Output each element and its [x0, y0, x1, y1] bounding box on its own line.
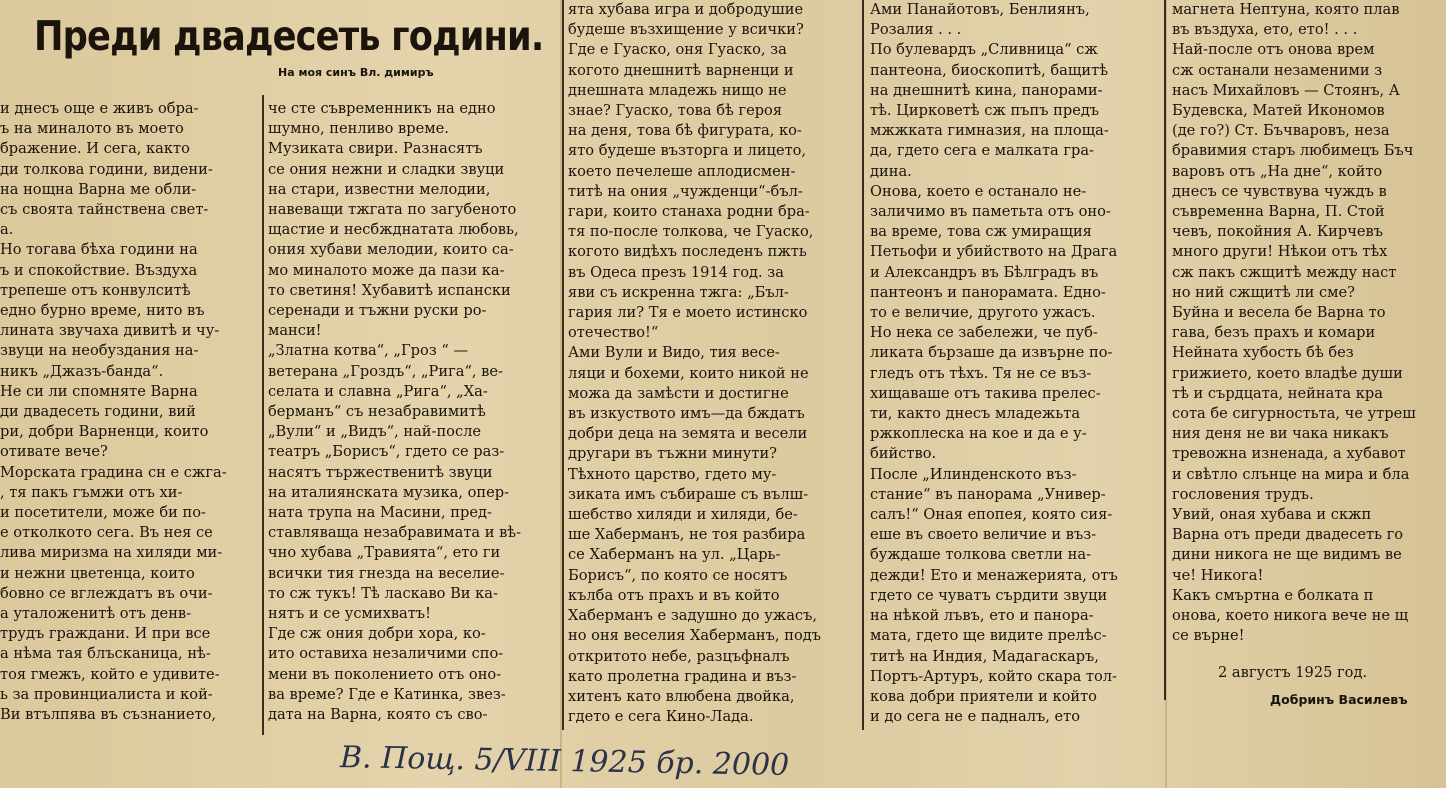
article-line: ония хубави мелодии, които са- [268, 241, 514, 259]
article-line: титѣ на ония „чужденци“-бъл- [568, 182, 803, 200]
article-line: тревожна изненада, а хубавот [1172, 445, 1406, 463]
article-line: гари, които станаха родни бра- [568, 203, 810, 221]
article-line: еше въ своето величие и въз- [870, 526, 1097, 544]
article-line: на нѣкой лъвъ, ето и панора- [870, 607, 1094, 625]
article-column-5 [1172, 0, 1446, 660]
article-line: Нейната хубость бѣ без [1172, 344, 1354, 362]
article-line: мени въ поколението отъ оно- [268, 665, 502, 683]
article-line: После „Илинденското въз- [870, 465, 1077, 483]
article-line: Варна отъ преди двадесеть го [1172, 526, 1404, 544]
article-line: се ония нежни и сладки звуци [268, 160, 505, 178]
article-line: на стари, известни мелодии, [268, 180, 491, 198]
column-rule [562, 0, 564, 730]
article-line: Онова, което е останало не- [870, 182, 1087, 200]
article-line: много други! Нѣкои отъ тѣх [1172, 243, 1388, 261]
article-line: мо миналото може да пази ка- [268, 261, 505, 279]
article-line: другари въ тъжни минути? [568, 445, 778, 463]
article-line: никъ „Джазъ-банда“. [0, 362, 164, 380]
article-line: на днешнитѣ кина, панорами- [870, 81, 1103, 99]
article-line: а. [0, 221, 14, 239]
article-column-4 [870, 0, 1158, 735]
article-line: Увий, оная хубава и скжп [1172, 506, 1372, 524]
article-line: откритото небе, разцъфналъ [568, 647, 790, 665]
article-line: магнета Нептуна, която плав [1172, 1, 1400, 18]
article-line: но ний сжщитѣ ли сме? [1172, 283, 1355, 301]
article-line: всички тия гнезда на веселие- [268, 564, 505, 582]
article-line: ния деня не ви чака никакъ [1172, 425, 1389, 443]
article-line: мжжката гимназия, на площа- [870, 122, 1109, 140]
article-line: мата, гдето ще видите прелѣс- [870, 627, 1107, 645]
article-line: ди двадесеть години, вий [0, 403, 196, 421]
article-line: манси! [268, 322, 322, 340]
article-line: насъ Михайловъ — Стоянъ, А [1172, 81, 1400, 99]
article-line: то сж тукъ! Тѣ ласкаво Ви ка- [268, 584, 498, 602]
article-line: и посетители, може би по- [0, 504, 206, 522]
article-line: то е величие, другото ужасъ. [870, 304, 1096, 322]
article-line: ъ и спокойствие. Въздуха [0, 261, 198, 279]
article-line: ти, както днесъ младежьта [870, 405, 1081, 423]
article-line: ри, добри Варненци, които [0, 423, 209, 441]
article-line: кова добри приятели и който [870, 687, 1097, 705]
article-line: навеващи тжгата по загубеното [268, 201, 517, 219]
article-line: въ изкуството имъ—да бждатъ [568, 405, 805, 423]
article-line: и нежни цветенца, които [0, 564, 195, 582]
article-line: кълба отъ прахъ и въ който [568, 586, 780, 604]
article-line: ляци и бохеми, които никой не [568, 364, 809, 382]
article-line: сж останали незаменими з [1172, 61, 1383, 79]
article-line: „Златна котва“, „Гроз “ — [268, 342, 469, 360]
article-line: Ами Вули и Видо, тия весе- [568, 344, 780, 362]
article-line: тѣ и сърдцата, нейната кра [1172, 384, 1383, 402]
article-line: хищаваше отъ такива прелес- [870, 384, 1101, 402]
article-line: театръ „Борисъ“, гдето се раз- [268, 443, 505, 461]
article-line: ь за провинциалиста и кой- [0, 685, 213, 703]
article-line: тя по-после толкова, че Гуаско, [568, 223, 814, 241]
article-line: тѣ. Цирковетѣ сж пъпъ предъ [870, 102, 1100, 120]
article-line: ята хубава игра и добродушие [568, 1, 804, 18]
article-column-3 [568, 0, 856, 735]
article-line: ната трупа на Масини, пред- [268, 504, 492, 522]
article-line: и Александръ въ Бѣлградъ въ [870, 263, 1099, 281]
article-line: Борисъ“, по която се носятъ [568, 566, 788, 584]
article-column-2 [268, 99, 556, 739]
article-line: на деня, това бѣ фигурата, ко- [568, 122, 802, 140]
article-line: чевъ, покойния А. Кирчевъ [1172, 223, 1383, 241]
article-line: будеше възхищение у всички? [568, 21, 804, 39]
article-line: което печелеше аплодисмен- [568, 162, 796, 180]
article-line: днесъ се чувствува чуждъ в [1172, 182, 1387, 200]
article-line: ва време, това сж умиращия [870, 223, 1092, 241]
article-line: По булевардъ „Сливница“ сж [870, 41, 1098, 59]
article-signature: Добринъ Василевъ [1270, 692, 1408, 707]
article-line: буждаше толкова светли на- [870, 546, 1092, 564]
article-line: гария ли? Тя е моето истинско [568, 304, 808, 322]
article-line: трепеше отъ конвулситѣ [0, 281, 191, 299]
article-line: отивате вече? [0, 443, 108, 461]
article-line: като пролетна градина и въз- [568, 667, 797, 685]
article-line: когото видѣхъ последенъ пжть [568, 243, 807, 261]
article-line: лината звучаха дивитѣ и чу- [0, 322, 220, 340]
article-line: зиката имъ събираше съ вълш- [568, 485, 809, 503]
article-line: Тѣхното царство, гдето му- [568, 465, 777, 483]
article-line: ветерана „Гроздъ“, „Рига“, ве- [268, 362, 503, 380]
article-line: съ своята тайнствена свет- [0, 201, 209, 219]
article-line: бравимия старъ любимецъ Бъч [1172, 142, 1414, 160]
article-line: Ами Панайотовъ, Бенлиянъ, [870, 1, 1090, 18]
article-line: селата и славна „Рига“, „Ха- [268, 382, 488, 400]
article-line: можа да замѣсти и достигне [568, 384, 789, 402]
article-line: гледъ отъ тѣхъ. Тя не се въз- [870, 364, 1092, 382]
article-line: се Хаберманъ на ул. „Царь- [568, 546, 781, 564]
article-line: Най-после отъ онова врем [1172, 41, 1375, 59]
article-line: когото днешнитѣ варненци и [568, 61, 794, 79]
article-line: шумно, пенливо време. [268, 120, 449, 138]
article-line: чно хубава „Травията“, ето ги [268, 544, 501, 562]
column-rule [862, 0, 864, 730]
article-line: ставляваща незабравимата и вѣ- [268, 524, 522, 542]
article-line: бийство. [870, 445, 937, 463]
article-column-1 [0, 99, 256, 739]
article-line: се върне! [1172, 627, 1245, 645]
article-line: хитенъ като влюбена двойка, [568, 687, 795, 705]
article-line: титѣ на Индия, Мадагаскаръ, [870, 647, 1099, 665]
article-line: яви съ искренна тжга: „Бъл- [568, 283, 789, 301]
article-line: берманъ“ съ незабравимитѣ [268, 403, 486, 421]
article-line: стание“ въ панорама „Универ- [870, 485, 1106, 503]
article-line: звуци на необуздания на- [0, 342, 199, 360]
article-line: гословения трудъ. [1172, 485, 1314, 503]
article-line: Портъ-Артуръ, който скара тол- [870, 667, 1117, 685]
article-line: нятъ и се усмихватъ! [268, 605, 431, 623]
article-line: грижието, което владѣе души [1172, 364, 1403, 382]
article-line: отечество!“ [568, 324, 659, 342]
article-line: дини никога не ще видимъ ве [1172, 546, 1402, 564]
article-line: едно бурно време, нито въ [0, 302, 205, 320]
article-line: щастие и несбжднатата любовь, [268, 221, 519, 239]
article-line: Но тогава бѣха години на [0, 241, 198, 259]
article-line: бражение. И сега, както [0, 140, 190, 158]
article-line: на италиянската музика, опер- [268, 483, 510, 501]
article-line: варовъ отъ „На дне“, който [1172, 162, 1383, 180]
article-line: пантеонъ и панорамата. Едно- [870, 283, 1106, 301]
article-line: ито оставиха незаличими спо- [268, 645, 504, 663]
article-line: Где сж ония добри хора, ко- [268, 625, 486, 643]
article-line: насятъ тържественитѣ звуци [268, 463, 493, 481]
article-line: а уталоженитѣ отъ денв- [0, 605, 192, 623]
article-line: въ въздуха, ето, ето! . . . [1172, 21, 1358, 39]
article-line: дата на Варна, която съ сво- [268, 706, 488, 724]
article-line: гава, безъ прахъ и комари [1172, 324, 1376, 342]
article-line: знае? Гуаско, това бѣ героя [568, 102, 783, 120]
article-line: а нѣма тая блъсканица, нѣ- [0, 645, 211, 663]
article-line: гдето е сега Кино-Лада. [568, 708, 754, 726]
column-rule [262, 95, 264, 735]
article-line: и свѣтло слънце на мира и бла [1172, 465, 1410, 483]
article-line: лива миризма на хиляди ми- [0, 544, 223, 562]
article-line: гдето се чуватъ сърдити звуци [870, 586, 1108, 604]
article-line: Музиката свири. Разнасятъ [268, 140, 483, 158]
article-line: заличимо въ паметьта отъ оно- [870, 203, 1111, 221]
article-line: че! Никога! [1172, 566, 1264, 584]
article-line: Но нека се забележи, че пуб- [870, 324, 1098, 342]
article-line: ято будеше възторга и лицето, [568, 142, 807, 160]
article-dedication: На моя синъ Вл. димиръ [278, 66, 434, 79]
article-line: Хаберманъ е задушно до ужасъ, [568, 607, 818, 625]
article-line: сж пакъ сжщитѣ между наст [1172, 263, 1397, 281]
article-line: но оня веселия Хаберманъ, подъ [568, 627, 821, 645]
article-line: тоя гмежъ, който е удивите- [0, 665, 220, 683]
article-line: Какъ смъртна е болката п [1172, 586, 1374, 604]
article-line: Не си ли спомняте Варна [0, 382, 198, 400]
article-line: ликата бързаше да извърне по- [870, 344, 1113, 362]
article-title: Преди двадесеть години. [34, 12, 544, 60]
article-line: Петьофи и убийството на Драга [870, 243, 1118, 261]
article-line: Морската градина сн е сжга- [0, 463, 227, 481]
article-line: онова, което никога вече не щ [1172, 607, 1409, 625]
handwritten-note: В. Пощ. 5/VIII 1925 бр. 2000 [339, 740, 790, 783]
article-line: е отколкото сега. Въ нея се [0, 524, 213, 542]
article-line: и до сега не е падналъ, ето [870, 708, 1081, 726]
article-line: Розалия . . . [870, 21, 962, 39]
article-line: „Вули“ и „Видъ“, най-после [268, 423, 482, 441]
article-date: 2 августъ 1925 год. [1218, 664, 1368, 681]
article-line: ржкоплеска на кое и да е у- [870, 425, 1087, 443]
article-line: Будевска, Матей Икономов [1172, 102, 1385, 120]
article-line: Ви втълпява въ съзнанието, [0, 706, 216, 724]
column-rule [1164, 0, 1166, 700]
article-line: дежди! Ето и менажерията, отъ [870, 566, 1118, 584]
article-line: серенади и тъжни руски ро- [268, 302, 487, 320]
article-line: шебство хиляди и хиляди, бе- [568, 506, 798, 524]
article-line: и днесъ още е живъ обра- [0, 100, 199, 117]
article-line: ше Хаберманъ, не тоя разбира [568, 526, 806, 544]
article-line: сота бе сигурностьта, че утреш [1172, 405, 1416, 423]
article-line: , тя пакъ гъмжи отъ хи- [0, 483, 183, 501]
article-line: ъ на миналото въ моето [0, 120, 184, 138]
article-line: днешната младежь нищо не [568, 81, 787, 99]
article-line: въ Одеса презъ 1914 год. за [568, 263, 784, 281]
article-line: дина. [870, 162, 912, 180]
article-line: Где е Гуаско, оня Гуаско, за [568, 41, 787, 59]
article-line: на нощна Варна ме обли- [0, 180, 197, 198]
article-line: то светиня! Хубавитѣ испански [268, 281, 511, 299]
article-line: салъ!“ Оная епопея, която сия- [870, 506, 1113, 524]
article-line: пантеона, биоскопитѣ, бащитѣ [870, 61, 1108, 79]
article-line: ва време? Где е Катинка, звез- [268, 685, 506, 703]
article-line: бовно се вглеждатъ въ очи- [0, 584, 213, 602]
article-line: Буйна и весела бе Варна то [1172, 304, 1386, 322]
article-line: (де го?) Ст. Бъчваровъ, неза [1172, 122, 1390, 140]
article-line: че сте съвременникъ на едно [268, 100, 496, 117]
article-line: ди толкова години, видени- [0, 160, 213, 178]
article-line: да, гдето сега е малката гра- [870, 142, 1094, 160]
article-line: трудъ граждани. И при все [0, 625, 211, 643]
article-line: съвременна Варна, П. Стой [1172, 203, 1385, 221]
article-line: добри деца на земята и весели [568, 425, 808, 443]
